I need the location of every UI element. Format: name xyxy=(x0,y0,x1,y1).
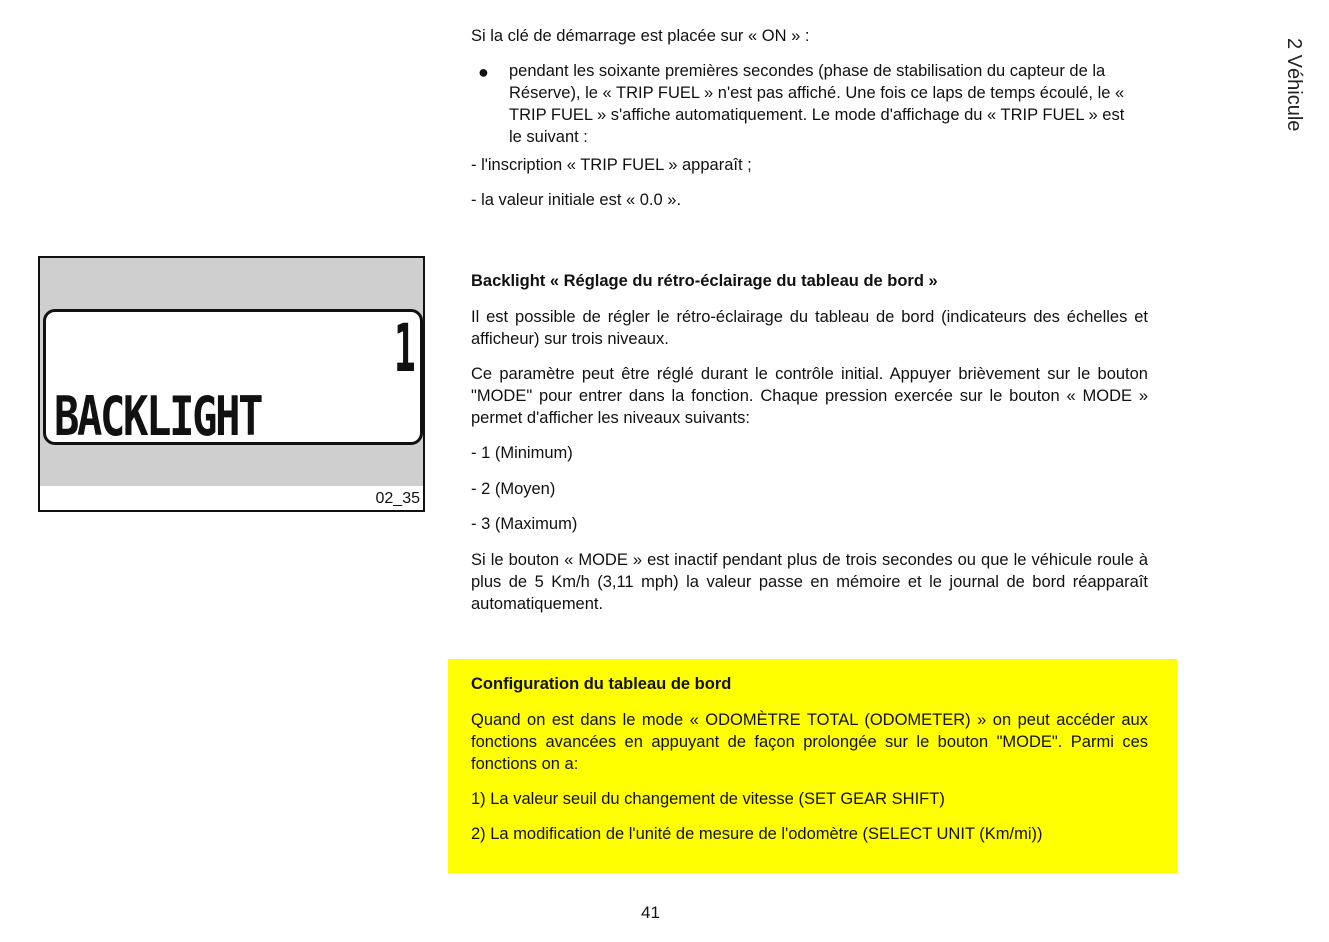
level-2: - 2 (Moyen) xyxy=(471,480,556,498)
page-number: 41 xyxy=(641,903,660,922)
backlight-heading: Backlight « Réglage du rétro-éclairage du tableau de bord » xyxy=(471,272,938,290)
config-item-1: 1) La valeur seuil du changement de vitesse (SET GEAR SHIFT) xyxy=(471,790,945,808)
intro-text: Si la clé de démarrage est placée sur « ON » : xyxy=(471,27,810,45)
backlight-figure xyxy=(38,256,425,512)
level-1: - 1 (Minimum) xyxy=(471,444,573,462)
section-tab: 2 Véhicule xyxy=(1283,38,1305,132)
config-para: Quand on est dans le mode « ODOMÈTRE TOTAL (ODOMETER) » on peut accéder aux fonctions avancées en appuyant de façon prolongée sur le bouton "MODE". Parmi ces fonctions on a: xyxy=(471,711,1148,773)
dash-line-2: - la valeur initiale est « 0.0 ». xyxy=(471,191,682,209)
level-3: - 3 (Maximum) xyxy=(471,515,578,533)
lcd-text: BACKLIGHT xyxy=(54,385,262,448)
backlight-para-3: Si le bouton « MODE » est inactif pendant plus de trois secondes ou que le véhicule roule à plus de 5 Km/h (3,11 mph) la valeur passe en mémoire et le journal de bord réapparaît automatiquement. xyxy=(471,551,1148,613)
bullet-icon: ● xyxy=(478,62,489,82)
bullet-text: pendant les soixante premières secondes (phase de stabilisation du capteur de la Réserve), le « TRIP FUEL » n'est pas affiché. Une fois ce laps de temps écoulé, le « TRIP FUEL » s'affiche automatiquement. Le mode d'affichage du « TRIP FUEL » est le suivant : xyxy=(509,62,1125,146)
config-item-2: 2) La modification de l'unité de mesure de l'odomètre (SELECT UNIT (Km/mi)) xyxy=(471,825,1043,843)
figure-code: 02_35 xyxy=(375,490,420,507)
backlight-para-2: Ce paramètre peut être réglé durant le contrôle initial. Appuyer brièvement sur le bouton "MODE" pour entrer dans la fonction. Chaque pression exercée sur le bouton « MODE » permet d'afficher les niveaux suivants: xyxy=(471,365,1148,427)
lcd-display xyxy=(43,309,423,448)
dash-line-1: - l'inscription « TRIP FUEL » apparaît ; xyxy=(471,156,752,174)
backlight-para-1: Il est possible de régler le rétro-éclairage du tableau de bord (indicateurs des échelles et afficheur) sur trois niveaux. xyxy=(471,308,1148,348)
lcd-value: 1 xyxy=(394,310,416,387)
config-heading: Configuration du tableau de bord xyxy=(471,675,732,693)
